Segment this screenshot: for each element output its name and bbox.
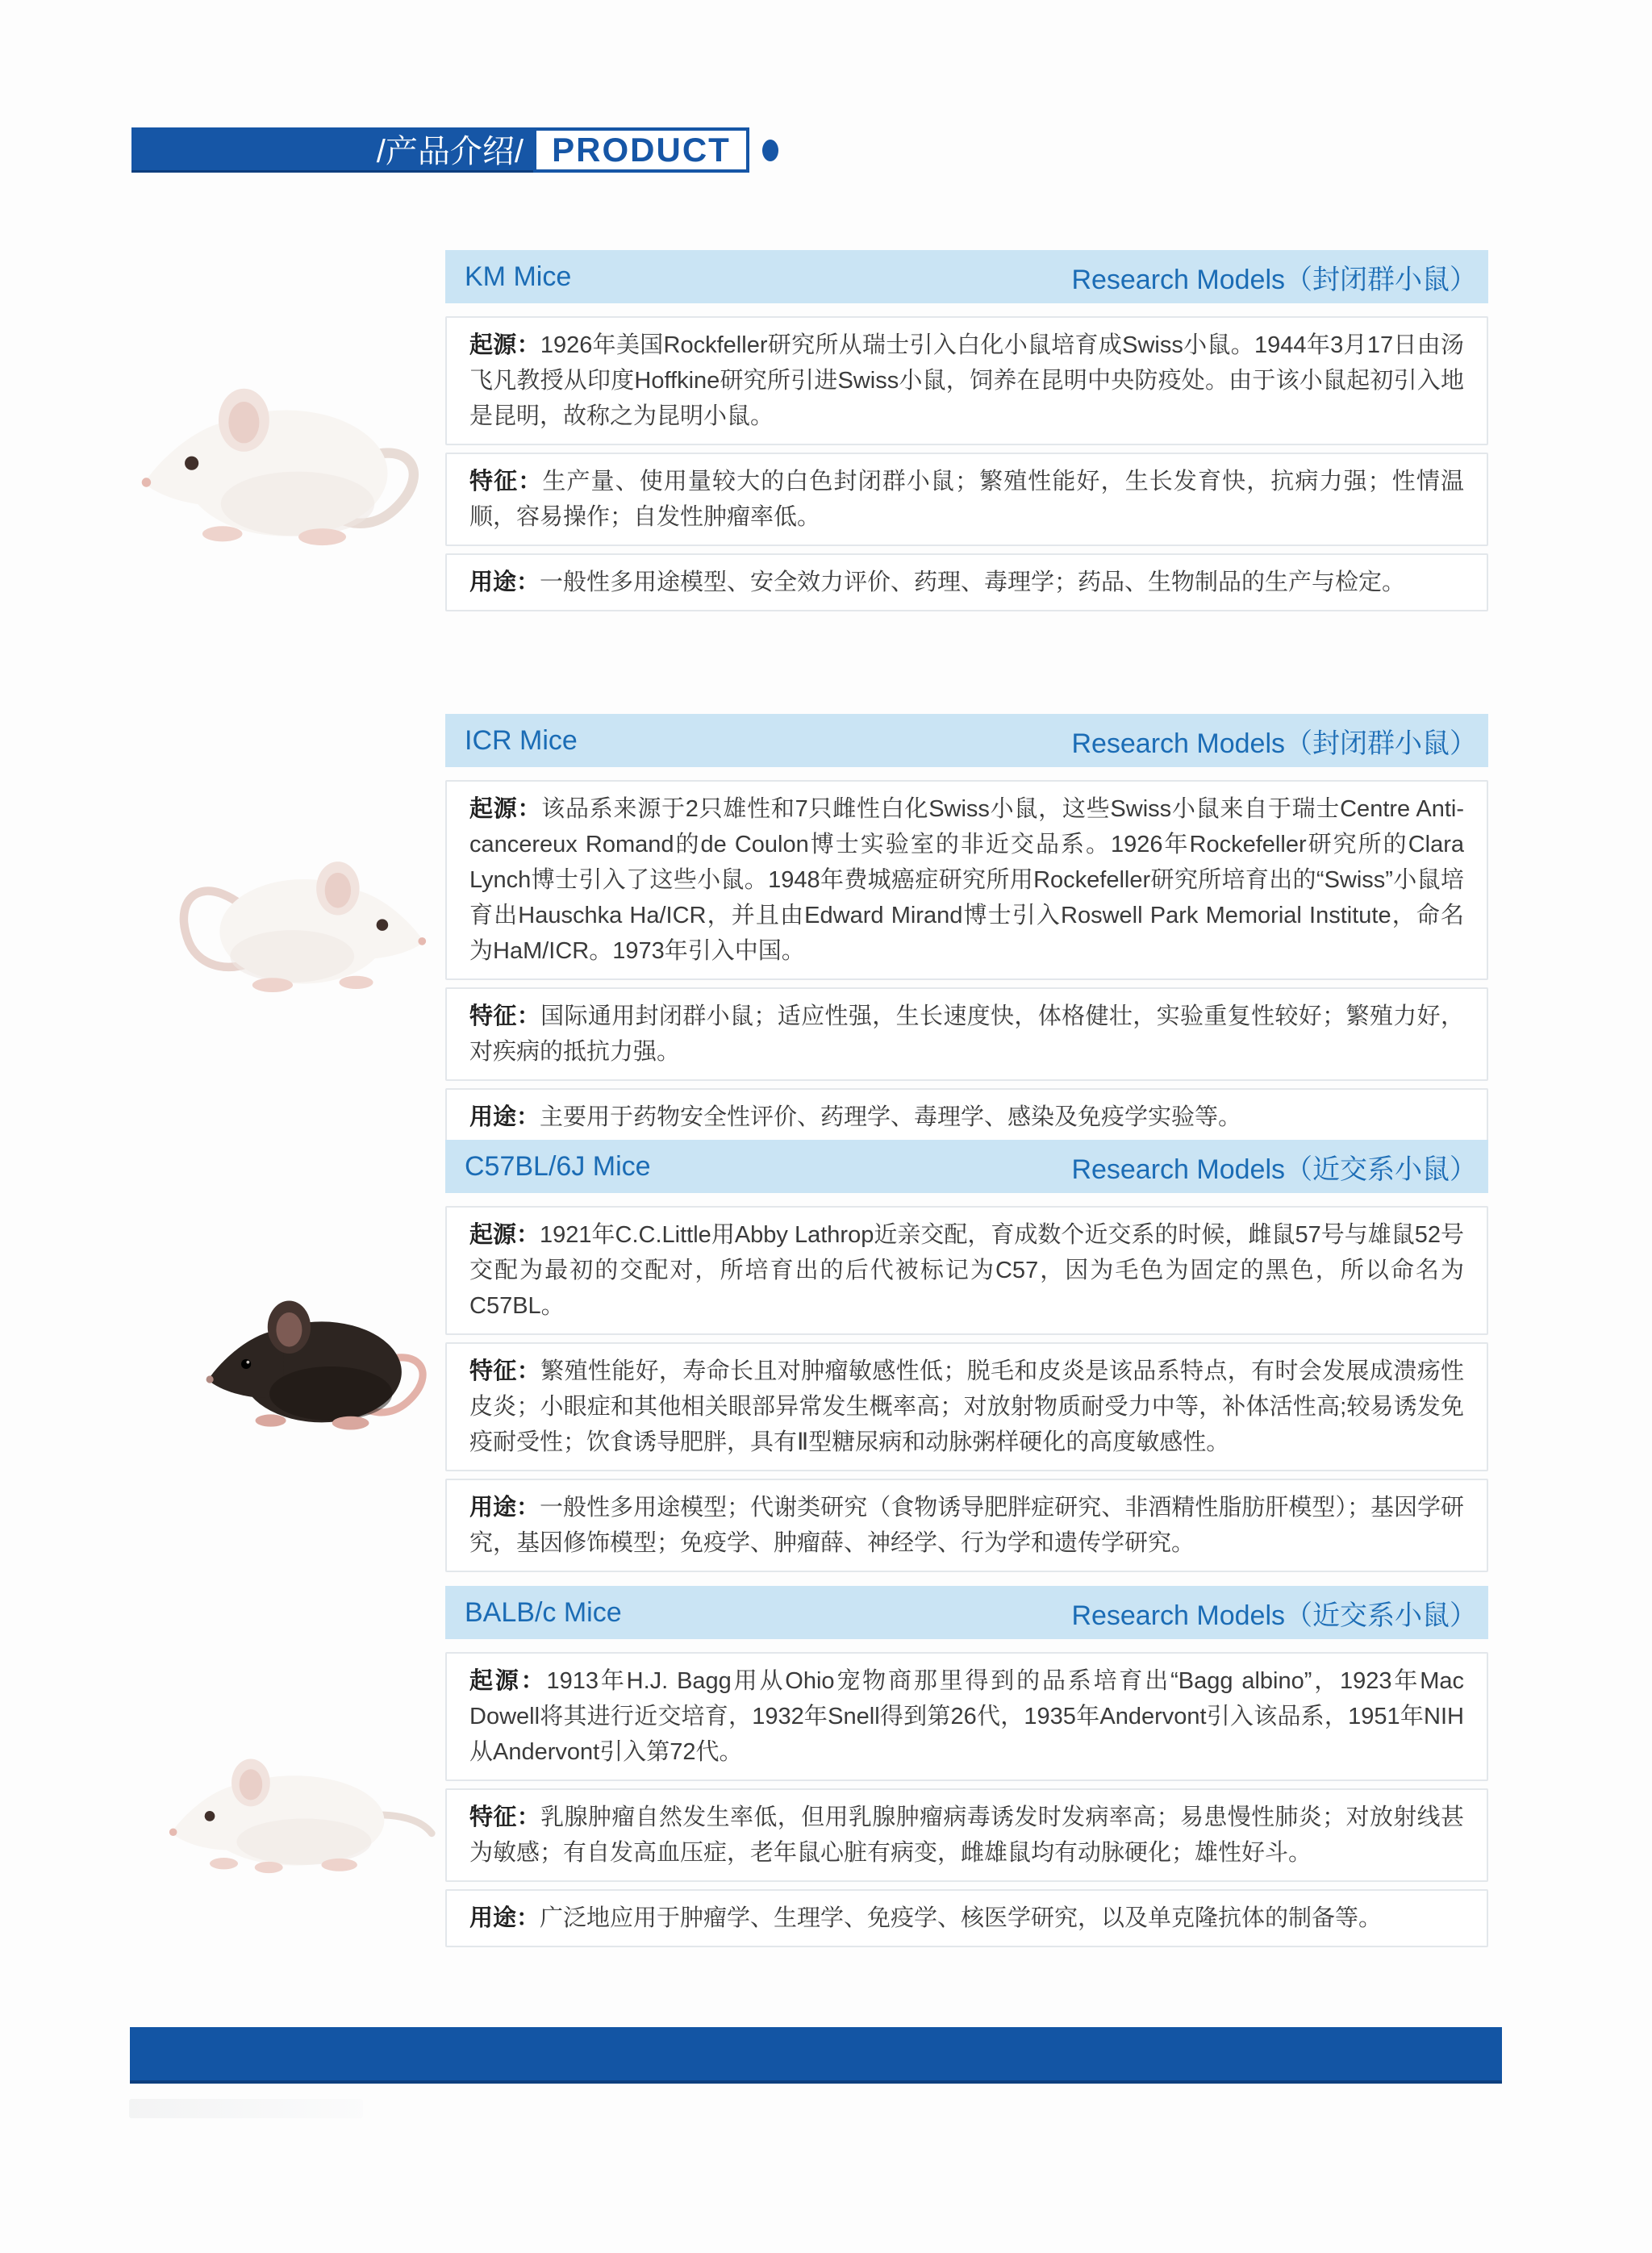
- uses-text: 主要用于药物安全性评价、药理学、毒理学、感染及免疫学实验等。: [540, 1104, 1242, 1130]
- uses-box: [445, 553, 1488, 611]
- strain-header: [445, 1586, 1488, 1639]
- strain-header: [445, 1140, 1488, 1193]
- uses-text: 一般性多用途模型；代谢类研究（食物诱导肥胖症研究、非酒精性脂肪肝模型）；基因学研究，基因修饰模型；免疫学、肿瘤薛、神经学、行为学和遗传学研究。: [469, 1495, 1464, 1556]
- section-km-mice: [0, 250, 1652, 619]
- strain-header: [445, 714, 1488, 767]
- header-dot-icon: [762, 140, 778, 161]
- section-balbc-mice: [0, 1586, 1652, 1955]
- features-text: 乳腺肿瘤自然发生率低，但用乳腺肿瘤病毒诱发时发病率高；易患慢性肺炎；对放射线甚为敏感；有自发高血压症，老年鼠心脏有病变，雌雄鼠均有动脉硬化；雄性好斗。: [469, 1804, 1464, 1866]
- balbc-white-mouse-photo: [153, 1719, 436, 1896]
- strain-title: BALB/c Mice: [465, 1596, 622, 1628]
- uses-box: [445, 1088, 1488, 1146]
- origin-box: [445, 1652, 1488, 1781]
- features-box: [445, 987, 1488, 1081]
- strain-subtitle: Research Models（近交系小鼠）: [1071, 1154, 1477, 1185]
- origin-label: 起源：: [469, 1668, 547, 1694]
- features-label: 特征：: [469, 1804, 541, 1830]
- features-label: 特征：: [469, 469, 543, 494]
- c57-black-mouse-photo: [190, 1253, 448, 1454]
- km-white-mouse-photo: [121, 345, 444, 555]
- origin-box: [445, 780, 1488, 980]
- features-box: [445, 453, 1488, 546]
- strain-title: C57BL/6J Mice: [465, 1150, 651, 1182]
- origin-box: [445, 1206, 1488, 1335]
- section-c57bl6j-mice: [0, 1140, 1652, 1579]
- uses-label: 用途：: [469, 1905, 540, 1931]
- origin-box: [445, 316, 1488, 445]
- strain-title: KM Mice: [465, 261, 572, 292]
- faint-footer-text: [129, 2099, 363, 2118]
- features-label: 特征：: [469, 1003, 541, 1029]
- origin-text: 1921年C.C.Little用Abby Lathrop近亲交配，育成数个近交系的时候，雌鼠57号与雄鼠52号交配为最初的交配对，所培育出的后代被标记为C57，因为毛色为固定的黑色，所以命名为C57BL。: [469, 1222, 1464, 1319]
- strain-header: [445, 250, 1488, 303]
- features-text: 国际通用封闭群小鼠；适应性强，生长速度快，体格健壮，实验重复性较好；繁殖力好，对疾病的抵抗力强。: [469, 1003, 1464, 1065]
- features-box: [445, 1788, 1488, 1882]
- origin-label: 起源：: [469, 796, 542, 822]
- icr-white-mouse-photo: [169, 809, 444, 1011]
- origin-text: 该品系来源于2只雄性和7只雌性白化Swiss小鼠，这些Swiss小鼠来自于瑞士Centre Anti-cancereux Romand的de Coulon博士实验室的非近交品系。1926年Rockefeller研究所的Clara Lynch博士引入了这些小鼠。1948年费城癌症研究所用Rockefeller研究所培育出的“Swiss”小鼠培育出Hauschka Ha/ICR，并且由Edward Mirand博士引入Roswell Park Memorial Institute，命名为HaM/ICR。1973年引入中国。: [469, 796, 1464, 964]
- origin-label: 起源：: [469, 332, 540, 358]
- uses-box: [445, 1479, 1488, 1572]
- features-label: 特征：: [469, 1358, 541, 1384]
- strain-subtitle: Research Models（封闭群小鼠）: [1071, 728, 1477, 759]
- origin-text: 1913年H.J. Bagg用从Ohio宠物商那里得到的品系培育出“Bagg albino”，1923年Mac Dowell将其进行近交培育，1932年Snell得到第26代，1935年Andervont引入该品系，1951年NIH从Andervont引入第72代。: [469, 1668, 1464, 1765]
- bottom-blue-bar: [130, 2027, 1502, 2084]
- section-icr-mice: [0, 714, 1652, 1154]
- strain-subtitle: Research Models（封闭群小鼠）: [1071, 264, 1477, 295]
- uses-text: 一般性多用途模型、安全效力评价、药理、毒理学；药品、生物制品的生产与检定。: [540, 570, 1406, 595]
- page-header: [131, 127, 778, 173]
- uses-box: [445, 1889, 1488, 1947]
- strain-title: ICR Mice: [465, 724, 578, 756]
- header-title-en: PRODUCT: [533, 127, 749, 173]
- origin-text: 1926年美国Rockfeller研究所从瑞士引入白化小鼠培育成Swiss小鼠。1944年3月17日由汤飞凡教授从印度Hoffkine研究所引进Swiss小鼠，饲养在昆明中央防疫处。由于该小鼠起初引入地是昆明，故称之为昆明小鼠。: [469, 332, 1464, 429]
- uses-label: 用途：: [469, 570, 540, 595]
- uses-text: 广泛地应用于肿瘤学、生理学、免疫学、核医学研究，以及单克隆抗体的制备等。: [540, 1905, 1383, 1931]
- origin-label: 起源：: [469, 1222, 540, 1248]
- features-text: 生产量、使用量较大的白色封闭群小鼠；繁殖性能好，生长发育快，抗病力强；性情温顺，容易操作；自发性肿瘤率低。: [469, 469, 1464, 530]
- features-text: 繁殖性能好，寿命长且对肿瘤敏感性低；脱毛和皮炎是该品系特点，有时会发展成溃疡性皮炎；小眼症和其他相关眼部异常发生概率高；对放射物质耐受力中等，补体活性高;较易诱发免疫耐受性；饮食诱导肥胖，具有Ⅱ型糖尿病和动脉粥样硬化的高度敏感性。: [469, 1358, 1464, 1455]
- uses-label: 用途：: [469, 1104, 540, 1130]
- uses-label: 用途：: [469, 1495, 540, 1521]
- strain-subtitle: Research Models（近交系小鼠）: [1071, 1600, 1477, 1631]
- features-box: [445, 1342, 1488, 1471]
- header-title-zh: /产品介绍/: [131, 127, 533, 173]
